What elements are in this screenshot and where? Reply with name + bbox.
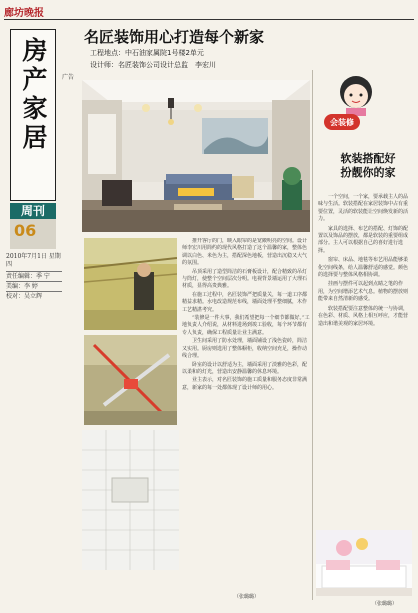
masthead: 廊坊晚报 xyxy=(4,8,44,19)
body-paragraph: “装修是一件大事，我们希望把每一个细节都做好。”工地负责人介绍说，从材料进场到竣工验收，每个环节都有专人负责，确保工程质量让业主满意。 xyxy=(182,315,310,336)
living-room-photo xyxy=(82,80,310,232)
editor-line: 校对：吴立辉 xyxy=(6,291,62,301)
right-byline: （张璐璐） xyxy=(372,601,398,607)
right-paragraph: 挂画与摆件可以起到点睛之笔的作用，为空间增添艺术气息。植物的摆放则能带来自然清新的感受。 xyxy=(318,281,409,303)
right-column xyxy=(316,70,414,610)
body-paragraph: 推开客厅的门，映入眼帘的是宽敞明亮的空间。设计师李宏川用简约的现代风格打造了这个温馨的家，整体色调以白色、米色为主，搭配深色地板，营造出沉稳又大气的氛围。 xyxy=(182,238,308,267)
issue-number: 06 xyxy=(14,221,37,240)
body-paragraph: 业主表示，对名匠装饰的施工质量和服务态度非常满意，新家的每一处都体现了设计师的用心。 xyxy=(182,377,308,391)
editor-line: 责任编辑：季 宁 xyxy=(6,271,62,281)
article-byline: （张璐璐） xyxy=(234,594,260,600)
section-badge: 会装修 xyxy=(324,114,360,130)
right-paragraph: 窗帘、床品、地毯等布艺用品能够柔化空间线条，给人温馨舒适的感觉。颜色的选择要与整体风格相协调。 xyxy=(318,257,409,279)
editor-credits xyxy=(6,271,62,301)
right-paragraph: 软装搭配要注意整体的统一与协调，在色彩、材质、风格上相互呼应，才能营造出和谐美观的家居环境。 xyxy=(318,305,409,327)
right-paragraph: 一个空间，一个家，要承载主人的品味与生活。软装搭配在家居装饰中占有重要位置，灵活的软装能让空间焕发新的活力。 xyxy=(318,194,409,223)
issue-box xyxy=(10,219,56,249)
right-paragraph: 家具的选择、布艺的搭配、灯饰的配置以及饰品的摆放，都是软装的重要组成部分。主人可以根据自己的喜好进行选择。 xyxy=(318,225,409,254)
section-sidebar xyxy=(4,23,61,300)
headline: 名匠装饰用心打造每个新家 xyxy=(84,28,265,46)
right-article-body xyxy=(318,194,412,330)
ceiling-work-photo xyxy=(84,238,177,330)
body-paragraph: 卫生间采用了防水处理，墙面铺设了浅色瓷砖，简洁又实用。厨房则选用了整体橱柜，收纳空间充足，操作动线合理。 xyxy=(182,338,308,360)
editor-line: 美编：李 婷 xyxy=(6,281,62,291)
right-article-title: 软装搭配好 扮靓你的家 xyxy=(340,152,396,179)
column-divider xyxy=(312,70,313,600)
plumbing-photo xyxy=(84,335,177,425)
ceiling-panel-photo xyxy=(82,430,179,570)
designer-credit: 设计师：名匠装饰公司设计总监 李宏川 xyxy=(90,61,216,69)
weekly-label: 周刊 xyxy=(10,203,56,219)
section-title-box xyxy=(10,29,56,201)
project-location: 工程地点：中石油家属院1号楼2单元 xyxy=(90,49,204,57)
section-title: 房产家居 xyxy=(22,36,48,152)
cartoon-girl-icon xyxy=(326,70,386,116)
article-body xyxy=(182,238,310,586)
ad-label: 广告 xyxy=(62,74,75,81)
bedroom-photo xyxy=(316,530,412,596)
top-rule xyxy=(4,19,414,20)
body-paragraph: 卧室的设计以舒适为主，墙面采用了淡雅的色彩，配以柔和的灯光，营造出安静温馨的休息环境。 xyxy=(182,361,308,375)
issue-date: 2010年7月1日 星期四 xyxy=(6,253,61,268)
body-paragraph: 在施工过程中，名匠装饰严把质量关，每一道工序都精益求精。水电改造规范布线，墙面处理平整细腻，木作工艺精湛考究。 xyxy=(182,291,308,313)
body-paragraph: 吊顶采用了造型简洁的石膏板设计，配合精致的吊灯与筒灯，使整个空间层次分明。电视背景墙运用了大理石材质，显得高贵典雅。 xyxy=(182,268,308,290)
